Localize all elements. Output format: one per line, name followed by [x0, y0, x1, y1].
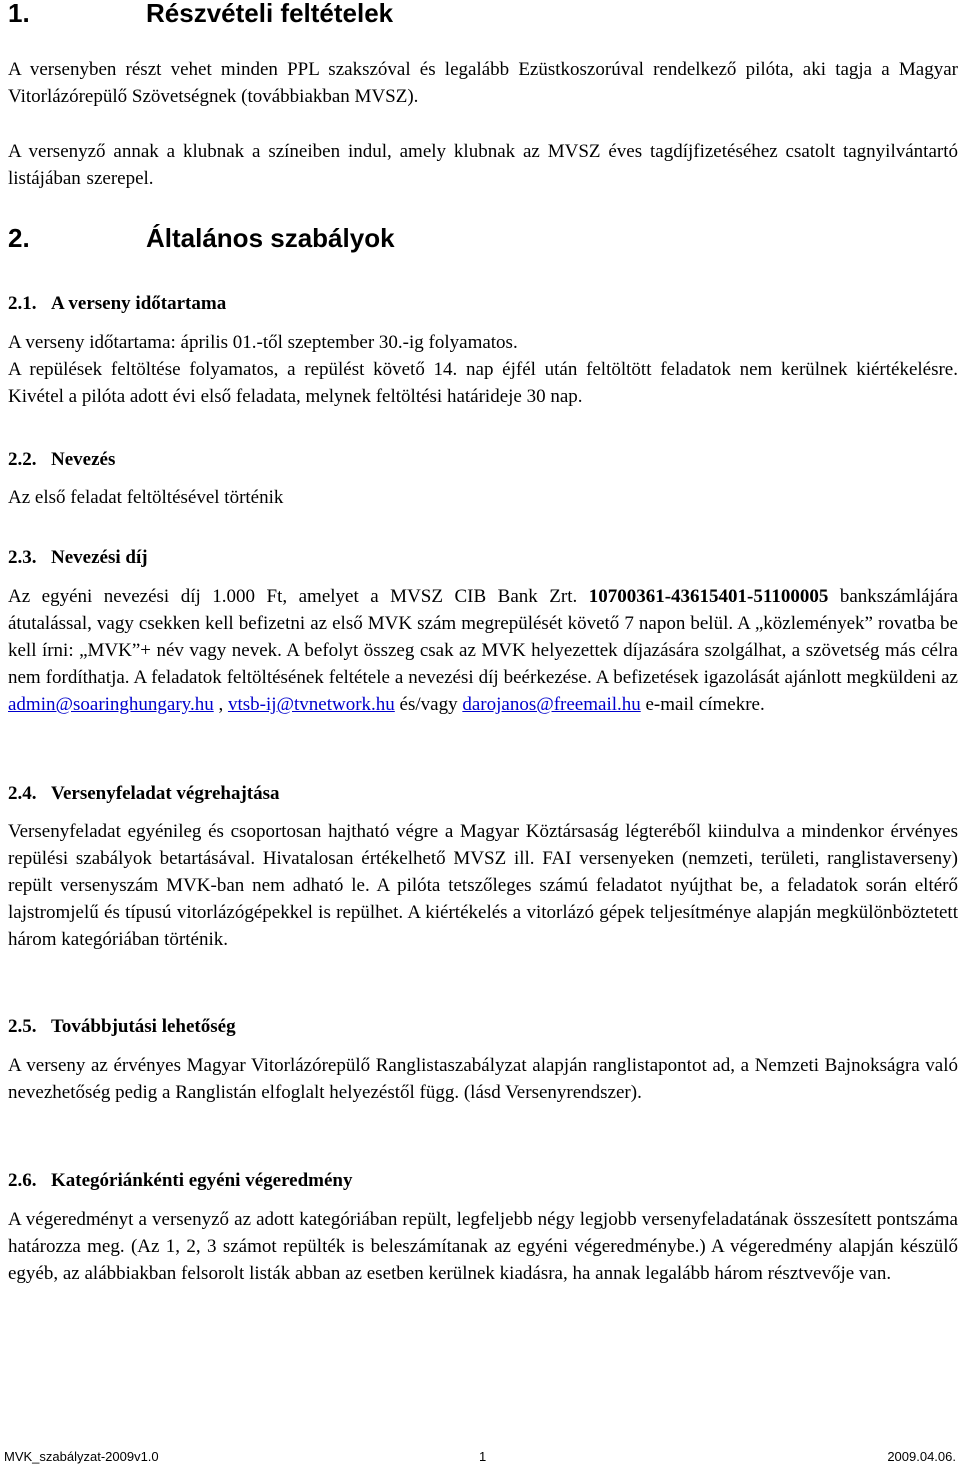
subsection-title: Kategóriánkénti egyéni végeredmény	[51, 1170, 353, 1191]
footer-document-name: MVK_szabályzat-2009v1.0	[4, 1449, 159, 1464]
section-number: 1.	[8, 0, 30, 28]
paragraph-execution: Versenyfeladat egyénileg és csoportosan hajtható végre a Magyar Köztársaság légteréből kiindulva a mindenkor érvényes repülési szabályok betartásával. Hivatalosan értékelhető MVSZ ill. FAI versenyeken (nemzeti, területi, ranglistaverseny) repült versenyszám MVK-ban nem adható le. A pilóta tetszőleges számú feladatot nyújthat be, a feladatok során eltérő lajstromjelű és típusú vitorlázógépekkel is repülhet. A kiértékelés a vitorlázó gépek teljesítménye alapján megkülönböztetett három kategóriában történik.	[8, 821, 958, 950]
subsection-number: 2.4.	[8, 783, 37, 804]
subsection-2-3-heading	[8, 546, 148, 570]
paragraph-entry-fee	[8, 583, 958, 718]
paragraph-upload: A repülések feltöltése folyamatos, a repülést követő 14. nap éjfél után feltöltött feladatok nem kerülnek kiértékelésre. Kivétel a pilóta adott évi első feladata, melynek feltöltési határideje 30 nap.	[8, 359, 958, 407]
fee-text-1: Az egyéni nevezési díj 1.000 Ft, amelyet a MVSZ CIB Bank Zrt.	[8, 586, 589, 607]
subsection-2-6-heading	[8, 1169, 353, 1193]
email-link-vtsb[interactable]: vtsb-ij@tvnetwork.hu	[227, 694, 395, 715]
section-title: Általános szabályok	[146, 223, 395, 253]
fee-text-2: bankszámlájára átutalással, vagy csekken kell befizetni az első MVK szám megrepülését követő 7 napon belül. A „közlemények” rovatba be kell írni: „MVK”+ név vagy nevek. A befolyt összeg csak az MVK helyezettek díjazására szolgálhat, a szövetség más célra nem fordíthatja. A feladatok feltöltésének feltétele a nevezési díj beérkezése. A befizetések igazolását ajánlott megküldeni az	[8, 586, 959, 688]
page-footer	[0, 1449, 960, 1469]
subsection-number: 2.1.	[8, 293, 37, 314]
paragraph-final-result: A végeredményt a versenyző az adott kategóriában repült, legfeljebb négy legjobb versenyfeladatának összesített pontszáma határozza meg. (Az 1, 2, 3 számot repülték is beleszámítanak az egyéni végeredménybe.) A végeredmény alapján készülő egyéb, az alábbiakban felsorolt listák abban az esetben kerülnek kiadásra, ha annak legalább három résztvevője van.	[8, 1209, 958, 1284]
subsection-2-2-heading	[8, 448, 115, 472]
footer-date: 2009.04.06.	[887, 1449, 956, 1464]
section-2-heading	[8, 225, 395, 251]
subsection-2-1-heading	[8, 292, 226, 316]
footer-page-number: 1	[479, 1449, 487, 1464]
email-link-darojanos[interactable]: darojanos@freemail.hu	[462, 694, 641, 715]
subsection-title: Továbbjutási lehetőség	[51, 1016, 236, 1037]
section-number: 2.	[8, 223, 30, 253]
paragraph-eligibility: A versenyben részt vehet minden PPL szakszóval és legalább Ezüstkoszorúval rendelkező pilóta, aki tagja a Magyar Vitorlázórepülő Szövetségnek (továbbiakban MVSZ).	[8, 59, 958, 107]
section-1-heading	[8, 0, 393, 26]
subsection-title: Nevezési díj	[51, 547, 148, 568]
separator: és/vagy	[394, 694, 463, 715]
email-link-admin[interactable]: admin@soaringhungary.hu	[8, 694, 214, 715]
subsection-number: 2.3.	[8, 547, 37, 568]
paragraph-club: A versenyző annak a klubnak a színeiben indul, amely klubnak az MVSZ éves tagdíjfizetéséhez csatolt tagnyilvántartó listájában szerepel.	[8, 141, 958, 189]
subsection-number: 2.5.	[8, 1016, 37, 1037]
separator: ,	[213, 694, 228, 715]
paragraph-duration: A verseny időtartama: április 01.-től szeptember 30.-ig folyamatos.	[8, 332, 518, 353]
subsection-title: Nevezés	[51, 449, 116, 470]
paragraph-entry: Az első feladat feltöltésével történik	[8, 487, 284, 508]
subsection-number: 2.2.	[8, 449, 37, 470]
subsection-title: Versenyfeladat végrehajtása	[51, 783, 280, 804]
paragraph-advancement: A verseny az érvényes Magyar Vitorlázórepülő Ranglistaszabályzat alapján ranglistapontot ad, a Nemzeti Bajnokságra való nevezhetőség pedig a Ranglistán elfoglalt helyezéstől függ. (lásd Versenyrendszer).	[8, 1055, 958, 1103]
subsection-2-5-heading	[8, 1015, 236, 1039]
bank-account-number: 10700361-43615401-51100005	[588, 586, 829, 607]
section-title: Részvételi feltételek	[146, 0, 394, 28]
subsection-title: A verseny időtartama	[51, 293, 227, 314]
subsection-2-4-heading	[8, 782, 280, 806]
fee-text-3: e-mail címekre.	[640, 694, 765, 715]
subsection-number: 2.6.	[8, 1170, 37, 1191]
